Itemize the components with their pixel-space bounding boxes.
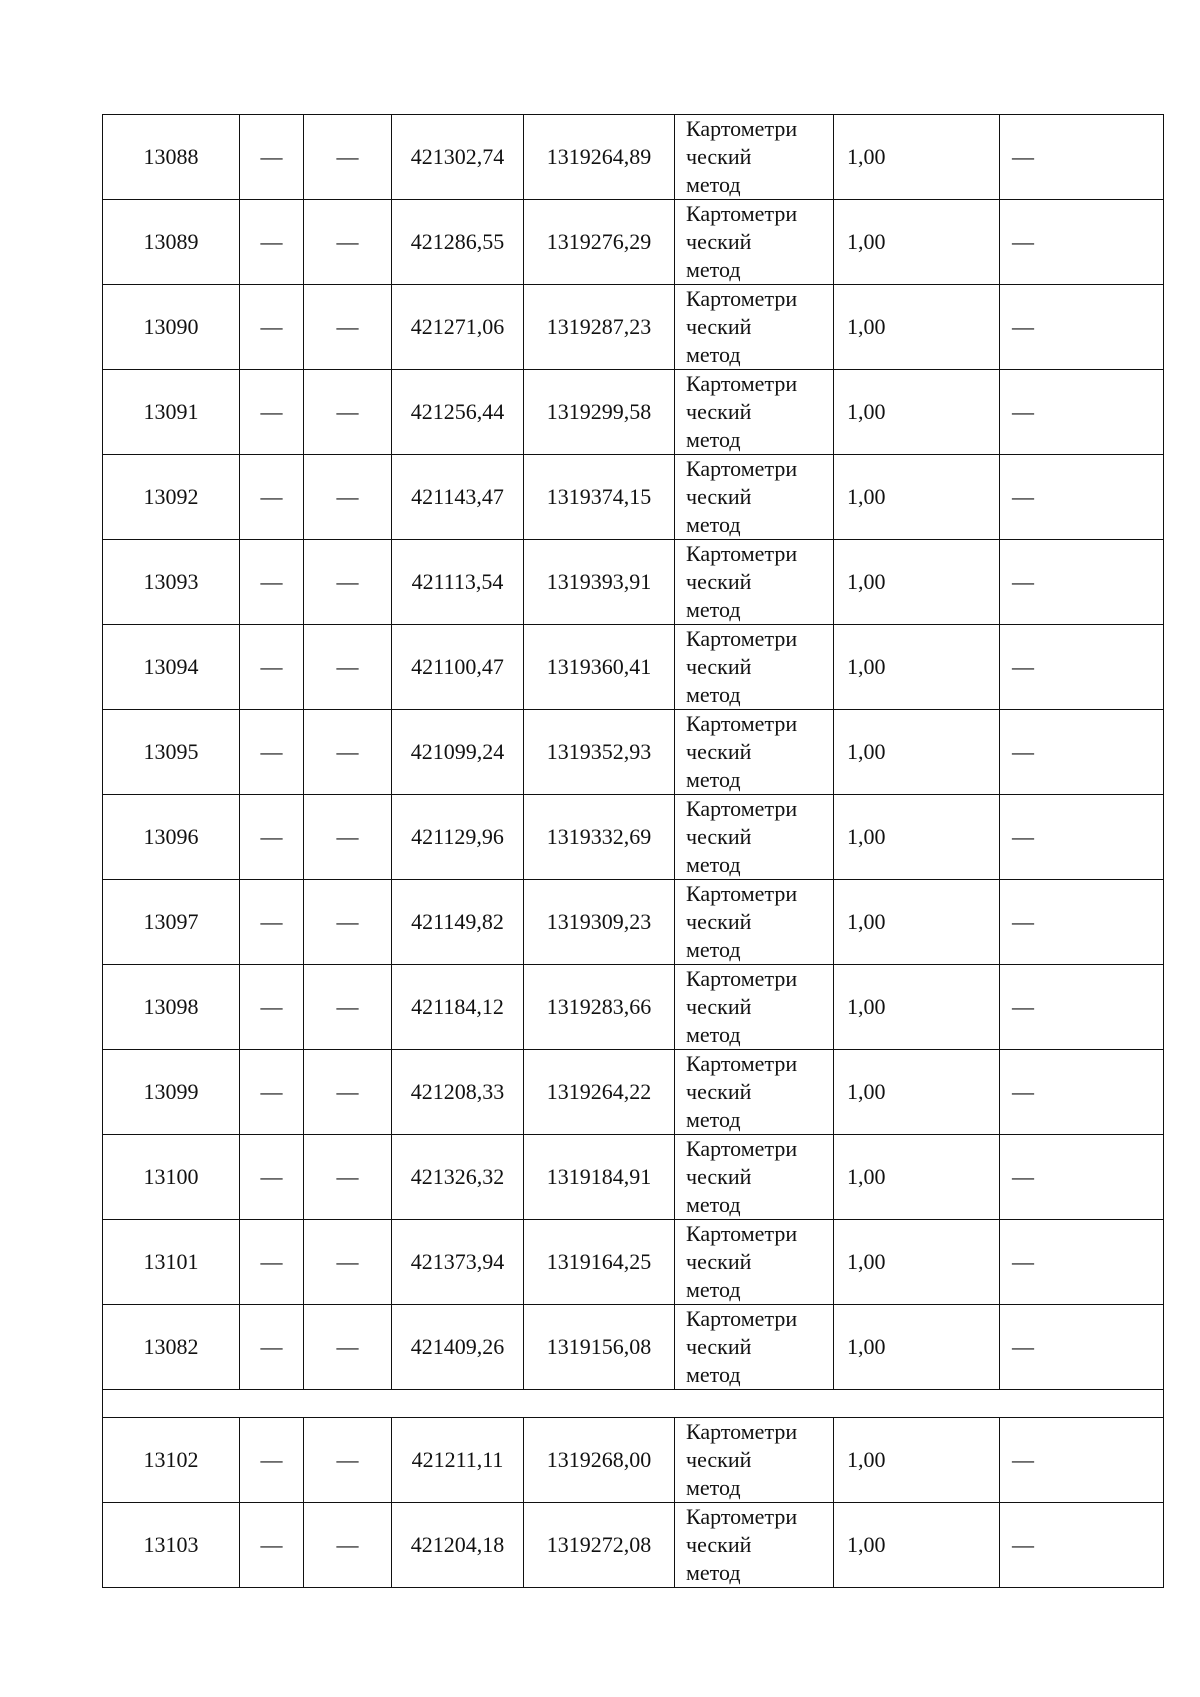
x-coordinate-cell: 421204,18 [392, 1503, 524, 1588]
table-row [103, 1418, 1164, 1503]
table-row [103, 965, 1164, 1050]
empty-dash-cell: — [240, 1135, 304, 1220]
note-dash-cell: — [1000, 115, 1164, 200]
method-cell [675, 965, 834, 1050]
note-dash-cell: — [1000, 285, 1164, 370]
method-text-line: метод [686, 427, 741, 452]
method-text-line: Картометри [686, 711, 798, 736]
note-dash-cell: — [1000, 795, 1164, 880]
method-text-line: Картометри [686, 1051, 798, 1076]
empty-dash-cell: — [304, 965, 392, 1050]
note-dash-cell: — [1000, 625, 1164, 710]
method-text-line: Картометри [686, 1504, 798, 1529]
method-text-line: ческий [686, 654, 752, 679]
method-cell [675, 115, 834, 200]
point-number-cell: 13097 [103, 880, 240, 965]
table-row [103, 795, 1164, 880]
x-coordinate-cell: 421208,33 [392, 1050, 524, 1135]
precision-cell: 1,00 [834, 1305, 1000, 1390]
note-dash-cell: — [1000, 880, 1164, 965]
empty-dash-cell: — [240, 455, 304, 540]
note-dash-cell: — [1000, 455, 1164, 540]
method-text-line: ческий [686, 399, 752, 424]
note-dash-cell: — [1000, 1220, 1164, 1305]
method-cell [675, 795, 834, 880]
method-text-line: ческий [686, 909, 752, 934]
note-dash-cell: — [1000, 710, 1164, 795]
method-text-line: ческий [686, 1532, 752, 1557]
note-dash-cell: — [1000, 200, 1164, 285]
point-number-cell: 13090 [103, 285, 240, 370]
empty-dash-cell: — [304, 115, 392, 200]
precision-cell: 1,00 [834, 370, 1000, 455]
y-coordinate-cell: 1319156,08 [524, 1305, 675, 1390]
method-text-line: метод [686, 1277, 741, 1302]
empty-dash-cell: — [304, 455, 392, 540]
precision-cell: 1,00 [834, 1135, 1000, 1220]
x-coordinate-cell: 421211,11 [392, 1418, 524, 1503]
x-coordinate-cell: 421143,47 [392, 455, 524, 540]
method-text-line: Картометри [686, 1136, 798, 1161]
method-text-line: ческий [686, 1447, 752, 1472]
method-text-line: метод [686, 682, 741, 707]
x-coordinate-cell: 421149,82 [392, 880, 524, 965]
method-text-line: Картометри [686, 626, 798, 651]
x-coordinate-cell: 421256,44 [392, 370, 524, 455]
note-dash-cell: — [1000, 540, 1164, 625]
point-number-cell: 13100 [103, 1135, 240, 1220]
empty-dash-cell: — [240, 285, 304, 370]
precision-cell: 1,00 [834, 1418, 1000, 1503]
x-coordinate-cell: 421326,32 [392, 1135, 524, 1220]
method-text-line: метод [686, 597, 741, 622]
table-row [103, 625, 1164, 710]
method-text-line: метод [686, 512, 741, 537]
empty-dash-cell: — [304, 625, 392, 710]
method-text-line: метод [686, 342, 741, 367]
empty-dash-cell: — [304, 370, 392, 455]
method-cell [675, 880, 834, 965]
empty-dash-cell: — [304, 1135, 392, 1220]
method-text-line: метод [686, 1022, 741, 1047]
method-text-line: ческий [686, 739, 752, 764]
method-cell [675, 1220, 834, 1305]
note-dash-cell: — [1000, 370, 1164, 455]
empty-dash-cell: — [304, 710, 392, 795]
method-text-line: метод [686, 257, 741, 282]
table-row [103, 370, 1164, 455]
empty-dash-cell: — [240, 370, 304, 455]
note-dash-cell: — [1000, 1135, 1164, 1220]
precision-cell: 1,00 [834, 455, 1000, 540]
precision-cell: 1,00 [834, 1503, 1000, 1588]
y-coordinate-cell: 1319352,93 [524, 710, 675, 795]
y-coordinate-cell: 1319283,66 [524, 965, 675, 1050]
method-text-line: Картометри [686, 1306, 798, 1331]
empty-dash-cell: — [240, 795, 304, 880]
point-number-cell: 13095 [103, 710, 240, 795]
empty-dash-cell: — [304, 1220, 392, 1305]
method-text-line: ческий [686, 229, 752, 254]
x-coordinate-cell: 421271,06 [392, 285, 524, 370]
table-row [103, 1503, 1164, 1588]
y-coordinate-cell: 1319276,29 [524, 200, 675, 285]
empty-dash-cell: — [304, 1503, 392, 1588]
y-coordinate-cell: 1319393,91 [524, 540, 675, 625]
method-text-line: Картометри [686, 201, 798, 226]
method-cell [675, 1135, 834, 1220]
method-text-line: метод [686, 937, 741, 962]
precision-cell: 1,00 [834, 1050, 1000, 1135]
table-row [103, 455, 1164, 540]
y-coordinate-cell: 1319264,89 [524, 115, 675, 200]
empty-dash-cell: — [304, 795, 392, 880]
empty-dash-cell: — [304, 540, 392, 625]
table-row [103, 1135, 1164, 1220]
method-text-line: Картометри [686, 541, 798, 566]
y-coordinate-cell: 1319184,91 [524, 1135, 675, 1220]
precision-cell: 1,00 [834, 795, 1000, 880]
x-coordinate-cell: 421099,24 [392, 710, 524, 795]
table-row [103, 285, 1164, 370]
x-coordinate-cell: 421113,54 [392, 540, 524, 625]
point-number-cell: 13091 [103, 370, 240, 455]
x-coordinate-cell: 421302,74 [392, 115, 524, 200]
method-text-line: Картометри [686, 1221, 798, 1246]
point-number-cell: 13094 [103, 625, 240, 710]
method-cell [675, 625, 834, 710]
point-number-cell: 13082 [103, 1305, 240, 1390]
method-cell [675, 285, 834, 370]
precision-cell: 1,00 [834, 1220, 1000, 1305]
y-coordinate-cell: 1319164,25 [524, 1220, 675, 1305]
method-text-line: метод [686, 172, 741, 197]
precision-cell: 1,00 [834, 880, 1000, 965]
x-coordinate-cell: 421184,12 [392, 965, 524, 1050]
y-coordinate-cell: 1319360,41 [524, 625, 675, 710]
x-coordinate-cell: 421409,26 [392, 1305, 524, 1390]
method-text-line: Картометри [686, 116, 798, 141]
point-number-cell: 13102 [103, 1418, 240, 1503]
method-cell [675, 710, 834, 795]
method-text-line: метод [686, 1475, 741, 1500]
table-row [103, 1050, 1164, 1135]
x-coordinate-cell: 421100,47 [392, 625, 524, 710]
method-cell [675, 1305, 834, 1390]
point-number-cell: 13099 [103, 1050, 240, 1135]
table-row [103, 880, 1164, 965]
precision-cell: 1,00 [834, 625, 1000, 710]
method-cell [675, 200, 834, 285]
method-text-line: ческий [686, 994, 752, 1019]
empty-dash-cell: — [240, 880, 304, 965]
method-cell [675, 1050, 834, 1135]
method-text-line: Картометри [686, 286, 798, 311]
empty-dash-cell: — [304, 1305, 392, 1390]
empty-dash-cell: — [304, 880, 392, 965]
note-dash-cell: — [1000, 1418, 1164, 1503]
note-dash-cell: — [1000, 1050, 1164, 1135]
method-cell [675, 370, 834, 455]
method-text-line: метод [686, 1362, 741, 1387]
coordinates-table [102, 114, 1164, 1588]
note-dash-cell: — [1000, 965, 1164, 1050]
table-row [103, 1220, 1164, 1305]
table-row [103, 540, 1164, 625]
method-text-line: Картометри [686, 966, 798, 991]
table-row [103, 1305, 1164, 1390]
empty-dash-cell: — [240, 1220, 304, 1305]
precision-cell: 1,00 [834, 710, 1000, 795]
method-cell [675, 540, 834, 625]
method-text-line: ческий [686, 1079, 752, 1104]
method-text-line: Картометри [686, 1419, 798, 1444]
empty-dash-cell: — [240, 1418, 304, 1503]
point-number-cell: 13096 [103, 795, 240, 880]
point-number-cell: 13101 [103, 1220, 240, 1305]
y-coordinate-cell: 1319299,58 [524, 370, 675, 455]
method-text-line: метод [686, 852, 741, 877]
precision-cell: 1,00 [834, 965, 1000, 1050]
method-cell [675, 455, 834, 540]
x-coordinate-cell: 421286,55 [392, 200, 524, 285]
empty-dash-cell: — [240, 200, 304, 285]
table-body [103, 115, 1164, 1588]
precision-cell: 1,00 [834, 285, 1000, 370]
precision-cell: 1,00 [834, 115, 1000, 200]
method-text-line: Картометри [686, 371, 798, 396]
method-text-line: ческий [686, 144, 752, 169]
empty-dash-cell: — [240, 625, 304, 710]
method-text-line: метод [686, 1560, 741, 1585]
empty-dash-cell: — [240, 1503, 304, 1588]
point-number-cell: 13093 [103, 540, 240, 625]
x-coordinate-cell: 421373,94 [392, 1220, 524, 1305]
method-text-line: ческий [686, 1249, 752, 1274]
empty-dash-cell: — [240, 1305, 304, 1390]
empty-dash-cell: — [240, 540, 304, 625]
y-coordinate-cell: 1319374,15 [524, 455, 675, 540]
empty-dash-cell: — [240, 710, 304, 795]
method-text-line: ческий [686, 484, 752, 509]
method-cell [675, 1503, 834, 1588]
x-coordinate-cell: 421129,96 [392, 795, 524, 880]
empty-dash-cell: — [304, 285, 392, 370]
y-coordinate-cell: 1319309,23 [524, 880, 675, 965]
empty-dash-cell: — [240, 115, 304, 200]
method-text-line: ческий [686, 1334, 752, 1359]
method-text-line: ческий [686, 824, 752, 849]
y-coordinate-cell: 1319287,23 [524, 285, 675, 370]
point-number-cell: 13088 [103, 115, 240, 200]
method-cell [675, 1418, 834, 1503]
point-number-cell: 13103 [103, 1503, 240, 1588]
method-text-line: Картометри [686, 456, 798, 481]
precision-cell: 1,00 [834, 200, 1000, 285]
method-text-line: ческий [686, 1164, 752, 1189]
y-coordinate-cell: 1319268,00 [524, 1418, 675, 1503]
method-text-line: Картометри [686, 796, 798, 821]
point-number-cell: 13098 [103, 965, 240, 1050]
empty-dash-cell: — [304, 1418, 392, 1503]
empty-dash-cell: — [240, 965, 304, 1050]
empty-dash-cell: — [304, 1050, 392, 1135]
point-number-cell: 13089 [103, 200, 240, 285]
table-row [103, 200, 1164, 285]
method-text-line: ческий [686, 569, 752, 594]
table-gap-row [103, 1390, 1164, 1418]
empty-dash-cell: — [240, 1050, 304, 1135]
method-text-line: метод [686, 1107, 741, 1132]
precision-cell: 1,00 [834, 540, 1000, 625]
table-row [103, 710, 1164, 795]
note-dash-cell: — [1000, 1503, 1164, 1588]
note-dash-cell: — [1000, 1305, 1164, 1390]
point-number-cell: 13092 [103, 455, 240, 540]
y-coordinate-cell: 1319264,22 [524, 1050, 675, 1135]
table-row [103, 115, 1164, 200]
gap-cell [103, 1390, 1164, 1418]
method-text-line: ческий [686, 314, 752, 339]
empty-dash-cell: — [304, 200, 392, 285]
y-coordinate-cell: 1319332,69 [524, 795, 675, 880]
method-text-line: Картометри [686, 881, 798, 906]
method-text-line: метод [686, 1192, 741, 1217]
method-text-line: метод [686, 767, 741, 792]
y-coordinate-cell: 1319272,08 [524, 1503, 675, 1588]
